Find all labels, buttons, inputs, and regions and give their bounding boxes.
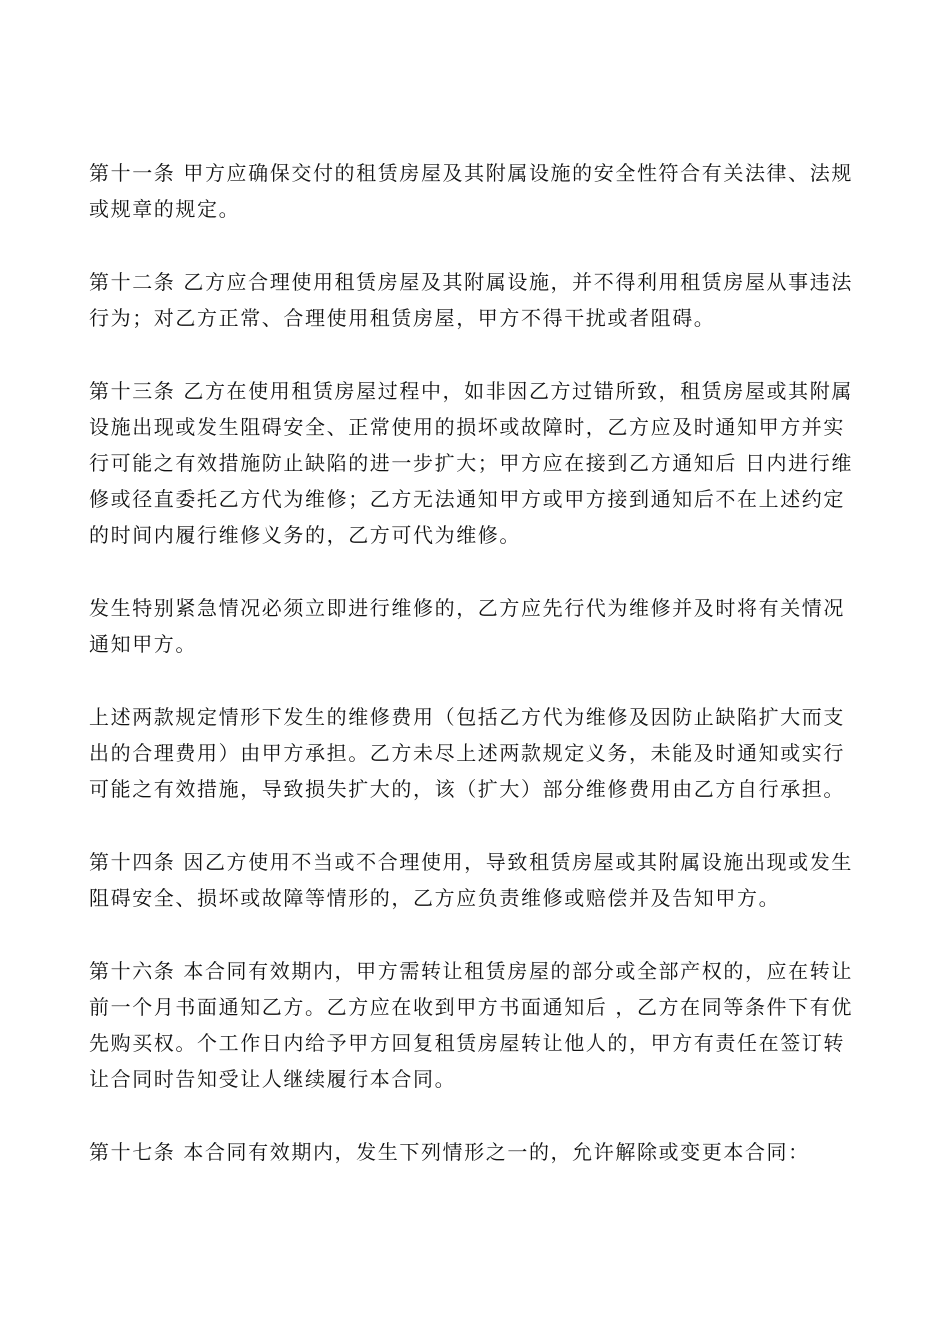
clause-13-paragraph: 第十三条 乙方在使用租赁房屋过程中，如非因乙方过错所致，租赁房屋或其附属设施出现或发生阻碍安全、正常使用的损坏或故障时，乙方应及时通知甲方并实行可能之有效措施防止缺陷的进一步扩大；甲方应在接到乙方通知后 日内进行维修或径直委托乙方代为维修；乙方无法通知甲方或甲方接到通知后不在上述约定的时间内履行维修义务的，乙方可代为维修。 [89,379,853,547]
clause-17-paragraph: 第十七条 本合同有效期内，发生下列情形之一的，允许解除或变更本合同： [89,1140,810,1164]
document-body [89,155,861,1207]
clause-14-paragraph: 第十四条 因乙方使用不当或不合理使用，导致租赁房屋或其附属设施出现或发生阻碍安全、损坏或故障等情形的，乙方应负责维修或赔偿并及告知甲方。 [89,850,853,910]
repair-cost-paragraph: 上述两款规定情形下发生的维修费用（包括乙方代为维修及因防止缺陷扩大而支出的合理费用）由甲方承担。乙方未尽上述两款规定义务，未能及时通知或实行可能之有效措施，导致损失扩大的，该（扩大）部分维修费用由乙方自行承担。 [89,705,845,801]
emergency-repair-paragraph: 发生特别紧急情况必须立即进行维修的，乙方应先行代为维修并及时将有关情况通知甲方。 [89,596,845,656]
clause-16-paragraph: 第十六条 本合同有效期内，甲方需转让租赁房屋的部分或全部产权的，应在转让前一个月书面通知乙方。乙方应在收到甲方书面通知后 ，乙方在同等条件下有优先购买权。个工作日内给予甲方回复租赁房屋转让他人的，甲方有责任在签订转让合同时告知受让人继续履行本合同。 [89,959,853,1091]
clause-11-paragraph: 第十一条 甲方应确保交付的租赁房屋及其附属设施的安全性符合有关法律、法规或规章的规定。 [89,161,853,221]
clause-12-paragraph: 第十二条 乙方应合理使用租赁房屋及其附属设施，并不得利用租赁房屋从事违法行为；对乙方正常、合理使用租赁房屋，甲方不得干扰或者阻碍。 [89,270,853,330]
